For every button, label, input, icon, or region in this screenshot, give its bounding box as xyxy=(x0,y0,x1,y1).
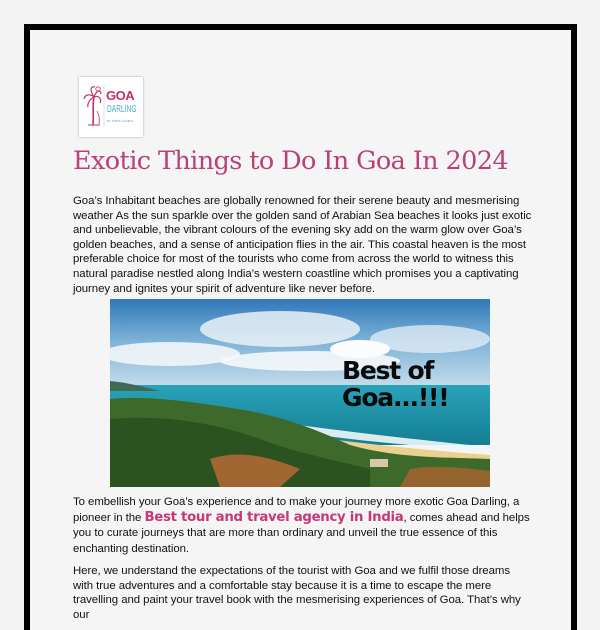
agency-paragraph xyxy=(73,495,533,557)
expectations-paragraph: Here, we understand the expectations of the tourist with Goa and we fulfil those dreams with true adventures and a comfortable stay because it is a time to escape the mere travelling and paint your travel book with the mesmerising experiences of Goa. That’s why our xyxy=(73,565,521,621)
logo-word: GOA xyxy=(106,88,135,103)
logo-subword: DARLING xyxy=(107,104,137,116)
logo-tagline: BY TRIPS GLOBAL xyxy=(107,119,134,123)
goa-darling-logo[interactable] xyxy=(79,77,143,137)
agency-paragraph-lead: To embellish your Goa’s experience and to make your journey more exotic Goa Darling, a pioneer in the xyxy=(73,496,520,525)
hero-overlay-line2: Goa...!!! xyxy=(342,383,449,412)
intro-paragraph: Goa’s Inhabitant beaches are globally renowned for their serene beauty and mesmerising weather As the sun sparkle over the golden sand of Arabian Sea beaches it looks just exotic and unbelievable, the vibrant colours of the evening sky add on the warm glow over Goa’s golden beaches, and a sense of anticipation flies in the air. This coastal heaven is the most preferable choice for most of the tourists who come from across the world to witness this natural paradise nestled along India’s western coastline which promises you a captivating journey and ignites your spirit of adventure like never before. xyxy=(73,195,532,295)
article-title: Exotic Things to Do In Goa In 2024 xyxy=(73,146,509,176)
hero-image xyxy=(110,299,490,487)
hero-overlay-text xyxy=(342,357,448,411)
best-tour-agency-link[interactable]: Best tour and travel agency in India xyxy=(144,510,404,526)
agency-paragraph-tail: , comes ahead and helps you to curate journeys that are more than ordinary and unveil the true essence of this enchanting destination. xyxy=(73,512,530,555)
hero-overlay-line1: Best of xyxy=(342,356,434,385)
